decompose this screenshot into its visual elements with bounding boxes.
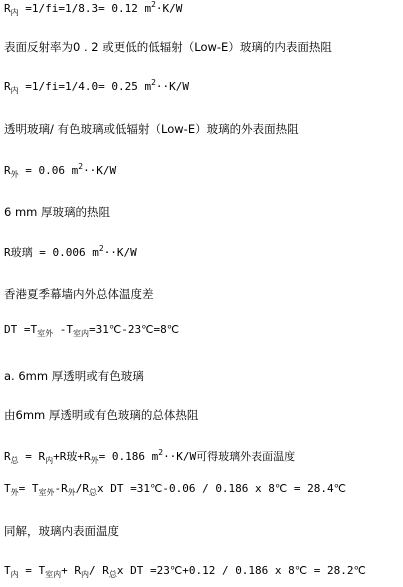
- formula-text: ·K/W: [155, 2, 183, 15]
- superscript: 2: [151, 78, 156, 87]
- superscript: 2: [98, 244, 104, 253]
- subscript: 内: [45, 456, 54, 465]
- formula-text: ··K/W: [103, 246, 137, 259]
- formula-dt: [4, 323, 179, 337]
- formula-text: / R: [89, 564, 109, 577]
- formula-text: = T: [18, 482, 39, 495]
- formula-text: ··K/W: [155, 80, 190, 93]
- formula-text: + R: [61, 564, 81, 577]
- formula-text: R: [4, 450, 11, 463]
- formula-text: ··K/W: [83, 164, 117, 177]
- formula-text: = R: [18, 450, 46, 463]
- subscript: 室内: [73, 329, 89, 338]
- subscript: 内: [81, 570, 89, 579]
- superscript: 2: [151, 0, 156, 9]
- text-glass-resistance: 6 mm 厚玻璃的热阻: [4, 205, 111, 219]
- formula-r-inner-1: [4, 2, 182, 16]
- formula-r-inner-2: [4, 80, 189, 94]
- formula-text: =31℃-23℃=8℃: [89, 323, 180, 336]
- formula-r-outer: [4, 164, 116, 178]
- subscript: 外: [10, 488, 19, 497]
- subscript: 内: [10, 86, 19, 95]
- subscript: 室外: [38, 488, 55, 497]
- subscript: 外: [10, 170, 19, 179]
- subscript: 外: [67, 488, 76, 497]
- text-temperature-difference: 香港夏季幕墙内外总体温度差: [4, 287, 154, 301]
- formula-text: R: [4, 2, 11, 15]
- formula-text: /R: [75, 482, 89, 495]
- formula-r-total: [4, 450, 295, 464]
- text-outer-surface-resistance: 透明玻璃/ 有色玻璃或低辐射（Low-E）玻璃的外表面热阻: [4, 122, 299, 136]
- subscript: 内: [10, 570, 19, 579]
- formula-text: =1/fi=1/4.0= 0.25 m: [18, 80, 152, 93]
- formula-text: R: [4, 164, 11, 177]
- text-low-e-inner-resistance: 表面反射率为0 . 2 或更低的低辐射（Low-E）玻璃的内表面热阻: [4, 40, 332, 54]
- subscript: 室内: [45, 570, 62, 579]
- formula-text: = 0.06 m: [18, 164, 79, 177]
- formula-t-outer: [4, 482, 346, 496]
- formula-t-inner: [4, 564, 366, 578]
- text-section-a: a. 6mm 厚透明或有色玻璃: [4, 369, 144, 383]
- formula-r-glass: [4, 246, 137, 260]
- formula-text: +R玻+R: [53, 450, 91, 463]
- formula-text: T: [4, 564, 11, 577]
- text-total-resistance: 由6mm 厚透明或有色玻璃的总体热阻: [4, 408, 199, 422]
- subscript: 外: [90, 456, 99, 465]
- subscript: 内: [10, 8, 19, 17]
- formula-text: = T: [18, 564, 46, 577]
- formula-text: -R: [54, 482, 68, 495]
- subscript: 总: [10, 456, 19, 465]
- subscript: 总: [89, 488, 97, 497]
- formula-text: R: [4, 80, 11, 93]
- formula-text: -T: [53, 323, 73, 336]
- formula-text: = 0.186 m: [98, 450, 159, 463]
- formula-text: T: [4, 482, 11, 495]
- formula-text: =1/fi=1/8.3= 0.12 m: [18, 2, 152, 15]
- superscript: 2: [78, 162, 84, 171]
- formula-text: x DT =23℃+0.12 / 0.186 x 8℃ = 28.2℃: [116, 564, 366, 577]
- formula-text: R玻璃 = 0.006 m: [4, 246, 99, 259]
- text-inner-surface-temperature: 同解，玻璃内表面温度: [4, 524, 119, 538]
- superscript: 2: [158, 448, 164, 457]
- formula-text: DT =T: [4, 323, 38, 336]
- formula-text: ··K/W可得玻璃外表面温度: [163, 450, 296, 463]
- formula-text: x DT =31℃-0.06 / 0.186 x 8℃ = 28.4℃: [97, 482, 346, 495]
- subscript: 室外: [37, 329, 54, 338]
- subscript: 总: [108, 570, 117, 579]
